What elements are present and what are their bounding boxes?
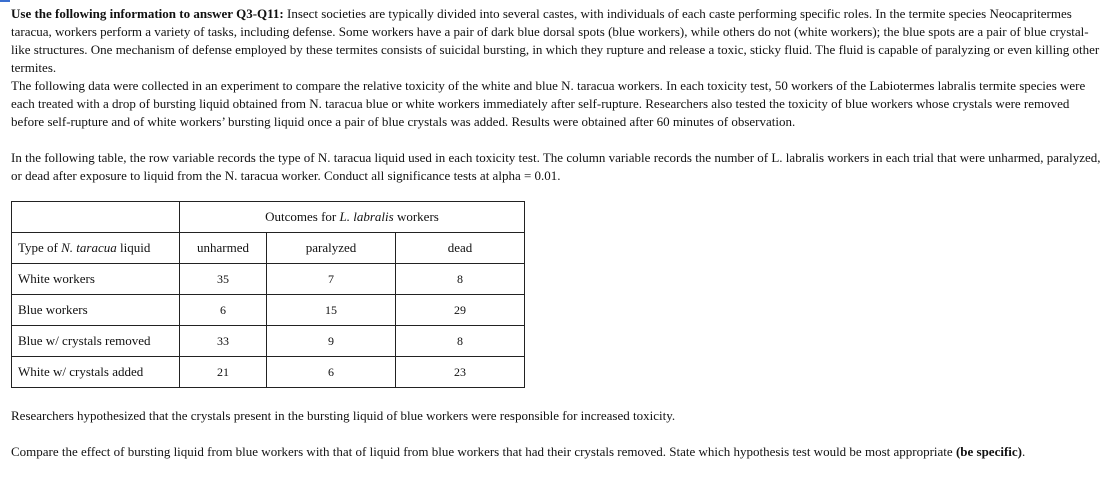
corner-marker bbox=[0, 0, 10, 2]
row-header-species: N. taracua bbox=[61, 240, 117, 255]
column-header-dead: dead bbox=[396, 233, 525, 264]
experiment-paragraph: The following data were collected in an experiment to compare the relative toxicity of the white and blue N. taracua workers. In each toxicity test, 50 workers of the Labiotermes labralis termite species were each treated with a drop of bursting liquid obtained from N. taracua blue or white workers immediately after self-rupture. Researchers also tested the toxicity of blue workers whose crystals were removed before self-rupture and of white workers’ bursting liquid once a pair of blue crystals was added. Results were obtained after 60 minutes of observation. bbox=[11, 78, 1086, 129]
cell-dead: 8 bbox=[396, 264, 525, 295]
outcomes-header bbox=[180, 202, 525, 233]
outcomes-suffix: workers bbox=[393, 209, 439, 224]
question-emphasis: (be specific) bbox=[955, 444, 1022, 459]
cell-unharmed: 35 bbox=[180, 264, 267, 295]
intro-paragraph bbox=[11, 5, 1103, 77]
cell-paralyzed: 6 bbox=[267, 357, 396, 388]
row-header-suffix: liquid bbox=[116, 240, 151, 255]
cell-unharmed: 33 bbox=[180, 326, 267, 357]
cell-paralyzed: 7 bbox=[267, 264, 396, 295]
hypothesis-paragraph: Researchers hypothesized that the crystals present in the bursting liquid of blue workers were responsible for increased toxicity. bbox=[11, 408, 676, 423]
row-header-prefix: Type of bbox=[18, 240, 62, 255]
column-header-paralyzed: paralyzed bbox=[267, 233, 396, 264]
table-header-columns-row bbox=[12, 233, 525, 264]
outcomes-species: L. labralis bbox=[339, 209, 394, 224]
intro-text: Insect societies are typically divided into several castes, with individuals of each caste performing specific roles. In the termite species Neocapritermes taracua, workers perform a variety of tasks, including defense. Some workers have a pair of dark blue dorsal spots (blue workers), while others do not (white workers); the blue spots are a pair of blue crystal-like structures. One mechanism of defense employed by these termites consists of suicidal bursting, in which they rupture and release a toxic, sticky fluid. The fluid is capable of paralyzing or even killing other termites. bbox=[11, 6, 1100, 75]
cell-dead: 8 bbox=[396, 326, 525, 357]
row-variable-header bbox=[12, 233, 180, 264]
cell-paralyzed: 15 bbox=[267, 295, 396, 326]
row-label: Blue workers bbox=[12, 295, 180, 326]
intro-lead: Use the following information to answer Q3-Q11: bbox=[11, 6, 284, 21]
cell-dead: 23 bbox=[396, 357, 525, 388]
row-label: Blue w/ crystals removed bbox=[12, 326, 180, 357]
column-header-unharmed: unharmed bbox=[180, 233, 267, 264]
table-intro-paragraph: In the following table, the row variable records the type of N. taracua liquid used in each toxicity test. The column variable records the number of L. labralis workers in each trial that were unharmed, paralyzed, or dead after exposure to liquid from the N. taracua worker. Conduct all significance tests at alpha = 0.01. bbox=[11, 150, 1101, 183]
cell-unharmed: 21 bbox=[180, 357, 267, 388]
table-row bbox=[12, 326, 525, 357]
table-row bbox=[12, 295, 525, 326]
question-end: . bbox=[1022, 444, 1026, 459]
cell-paralyzed: 9 bbox=[267, 326, 396, 357]
question-paragraph bbox=[11, 443, 1103, 461]
table-corner-cell bbox=[12, 202, 180, 233]
table-header-outcomes-row bbox=[12, 202, 525, 233]
table-row bbox=[12, 357, 525, 388]
row-label: White workers bbox=[12, 264, 180, 295]
table-row bbox=[12, 264, 525, 295]
row-label: White w/ crystals added bbox=[12, 357, 180, 388]
cell-dead: 29 bbox=[396, 295, 525, 326]
question-text: Compare the effect of bursting liquid from blue workers with that of liquid from blue workers that had their crystals removed. State which hypothesis test would be most appropriate bbox=[11, 444, 956, 459]
outcomes-table bbox=[11, 201, 525, 388]
cell-unharmed: 6 bbox=[180, 295, 267, 326]
outcomes-prefix: Outcomes for bbox=[265, 209, 340, 224]
